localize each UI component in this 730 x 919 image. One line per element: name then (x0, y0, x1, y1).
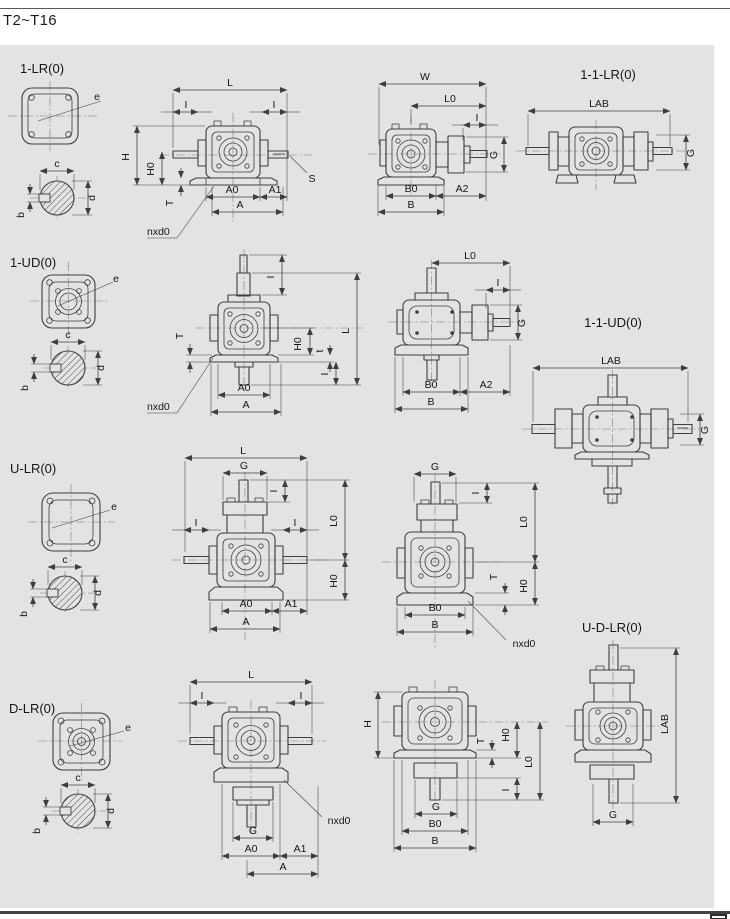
view-u-d-lr (566, 620, 680, 826)
flange-view-1-ud (30, 262, 119, 340)
front-view-d-lr (178, 669, 351, 878)
dim-label-G: G (488, 150, 500, 160)
section-title: 1-1-LR(0) (580, 67, 636, 82)
dim-label-I: I (500, 788, 512, 792)
dim-label-I: I (200, 690, 204, 702)
view-1-1-ud (522, 315, 711, 505)
page-title: T2~T16 (3, 12, 57, 29)
dim-label-c: c (54, 158, 60, 170)
dim-label-t: t (314, 349, 326, 353)
dim-label-I: I (194, 517, 198, 529)
dim-label-c: c (65, 329, 71, 341)
section-title: 1-LR(0) (20, 61, 65, 76)
dim-label-d: d (95, 365, 107, 371)
dim-label-H0: H0 (292, 337, 304, 351)
shaft-section-d-lr (31, 772, 117, 834)
side-view-1-lr (368, 71, 508, 216)
dim-label-H0: H0 (518, 579, 530, 593)
dim-label-L0: L0 (444, 93, 456, 105)
top-rule (0, 8, 730, 9)
dim-label-G: G (516, 318, 528, 328)
dim-label-B0: B0 (424, 379, 438, 391)
front-view-u-lr (172, 445, 350, 640)
dim-label-nxd0: nxd0 (147, 401, 170, 413)
dim-label-I: I (272, 99, 276, 111)
dim-label-G: G (430, 461, 440, 473)
section-u-lr (10, 445, 680, 826)
dim-label-L: L (248, 669, 254, 681)
dim-label-W: W (420, 71, 430, 83)
section-title: D-LR(0) (9, 701, 56, 716)
dim-label-LAB: LAB (659, 714, 671, 734)
dim-label-A: A (242, 399, 250, 411)
dim-label-A1: A1 (268, 184, 282, 196)
dim-label-e: e (125, 722, 131, 734)
dim-label-c: c (62, 554, 68, 566)
dim-label-B: B (431, 619, 439, 631)
dim-label-L0: L0 (328, 515, 340, 527)
drawing-panel (0, 45, 714, 908)
section-1-lr (8, 61, 697, 238)
section-d-lr (9, 669, 548, 878)
shaft-section-1-lr (15, 158, 98, 220)
dim-label-L0: L0 (523, 756, 535, 768)
dim-label-LAB: LAB (601, 355, 621, 367)
dim-label-A: A (279, 861, 287, 873)
dim-label-A0: A0 (237, 382, 251, 394)
dim-label-L0: L0 (518, 516, 530, 528)
dim-label-I: I (470, 491, 482, 495)
dim-label-b: b (19, 385, 31, 391)
dim-label-b: b (31, 828, 43, 834)
side-view-u-lr (382, 461, 539, 650)
dim-label-T: T (174, 332, 186, 340)
dim-label-I: I (265, 275, 277, 279)
front-view-1-lr (120, 77, 316, 238)
dim-label-H: H (120, 153, 132, 161)
dim-label-A0: A0 (225, 184, 239, 196)
dim-label-H: H (362, 720, 374, 728)
side-view-d-lr (362, 680, 548, 852)
dim-label-B0: B0 (428, 818, 442, 830)
dim-label-I: I (496, 277, 500, 289)
technical-drawings-svg (0, 45, 714, 908)
dim-label-e: e (94, 91, 100, 103)
dim-label-d: d (92, 590, 104, 596)
flange-view-1-lr (8, 81, 101, 151)
dim-label-d: d (86, 195, 98, 201)
dim-label-T: T (475, 737, 487, 745)
dim-label-L: L (227, 77, 233, 89)
dim-label-I: I (268, 489, 280, 493)
dim-label-G: G (248, 825, 258, 837)
table-top-rule (0, 911, 730, 914)
dim-label-A0: A0 (239, 598, 253, 610)
dim-label-A2: A2 (455, 183, 469, 195)
dim-label-A1: A1 (293, 843, 307, 855)
dim-label-A: A (236, 199, 244, 211)
dim-label-B: B (407, 199, 415, 211)
dim-label-I: I (293, 517, 297, 529)
dim-label-nxd0: nxd0 (512, 638, 536, 650)
shaft-section-1-ud (19, 329, 107, 391)
dim-label-G: G (699, 425, 711, 435)
section-title: 1-1-UD(0) (584, 315, 642, 330)
section-title: 1-UD(0) (10, 255, 57, 270)
dim-label-H0: H0 (145, 162, 157, 176)
dim-label-I: I (184, 99, 188, 111)
section-title: U-D-LR(0) (582, 620, 642, 635)
section-title: U-LR(0) (10, 461, 57, 476)
dim-label-L: L (340, 328, 352, 334)
dim-label-L: L (240, 445, 246, 457)
dim-label-A0: A0 (244, 843, 258, 855)
dim-label-B: B (431, 835, 439, 847)
dim-label-e: e (113, 273, 119, 285)
dim-label-c: c (75, 772, 81, 784)
dim-label-G: G (239, 460, 249, 472)
dim-label-I: I (475, 112, 479, 124)
dim-label-nxd0: nxd0 (147, 226, 170, 238)
dim-label-B0: B0 (428, 602, 442, 614)
table-corner-cell (710, 914, 727, 919)
dim-label-e: e (111, 501, 117, 513)
shaft-section-u-lr (18, 554, 104, 617)
dim-label-A2: A2 (479, 379, 493, 391)
dim-label-LAB: LAB (589, 98, 609, 110)
dim-label-I: I (299, 690, 303, 702)
flange-view-u-lr (28, 484, 117, 561)
dim-label-B0: B0 (404, 183, 418, 195)
dim-label-S: S (308, 173, 316, 185)
dim-label-H0: H0 (328, 574, 340, 588)
dim-label-b: b (18, 611, 30, 617)
dim-label-G: G (608, 809, 618, 821)
dim-label-I: I (319, 372, 331, 376)
dim-label-A1: A1 (284, 598, 298, 610)
dim-label-B: B (427, 396, 435, 408)
dim-label-H0: H0 (500, 728, 512, 742)
side-view-1-ud (388, 250, 528, 413)
dim-label-nxd0: nxd0 (327, 815, 351, 827)
section-1-ud (10, 249, 711, 505)
dim-label-G: G (685, 148, 697, 158)
dim-label-b: b (15, 212, 27, 218)
dim-label-A: A (242, 616, 250, 628)
dim-label-d: d (105, 808, 117, 814)
dim-label-T: T (164, 199, 176, 207)
dim-label-T: T (488, 573, 500, 581)
dim-label-G: G (431, 801, 441, 813)
front-view-1-ud (147, 249, 362, 416)
dim-label-L0: L0 (464, 250, 476, 262)
view-1-1-lr (516, 67, 697, 190)
